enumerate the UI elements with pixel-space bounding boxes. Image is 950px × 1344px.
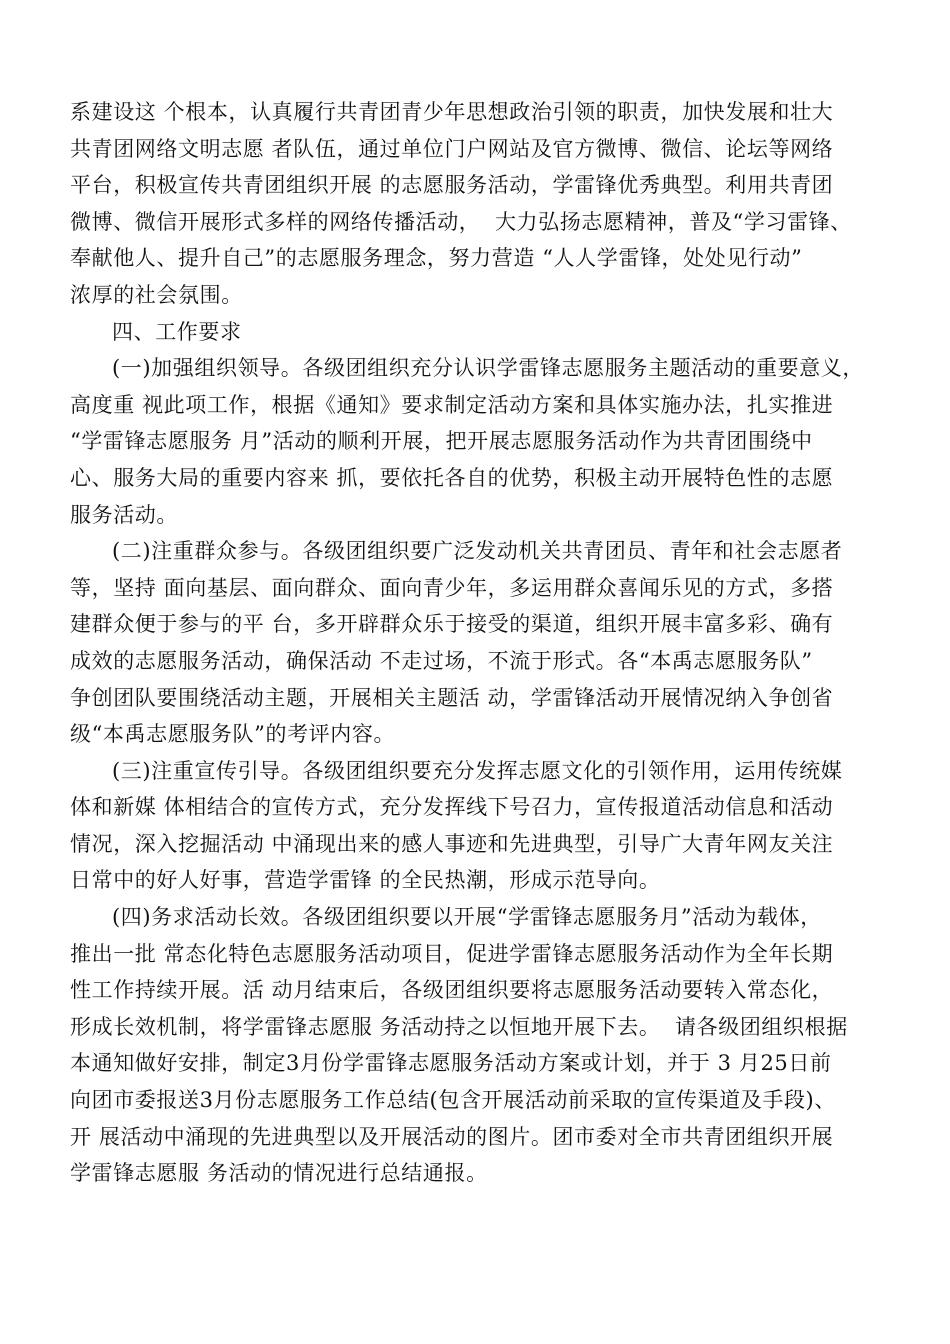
text-line: “学雷锋志愿服务 月”活动的顺利开展，把开展志愿服务活动作为共青团围绕中 <box>70 429 813 454</box>
text-line: 服务活动。 <box>70 502 178 527</box>
text-line: 争创团队要围绕活动主题，开展相关主题活 动，学雷锋活动开展情况纳入争创省 <box>70 685 834 710</box>
text-line: 等，坚持 面向基层、面向群众、面向青少年，多运用群众喜闻乐见的方式，多搭 <box>70 575 834 600</box>
text-line: 体和新媒 体相结合的宣传方式，充分发挥线下号召力，宣传报道活动信息和活动 <box>70 795 834 820</box>
text-line: 学雷锋志愿服 务活动的情况进行总结通报。 <box>70 1161 488 1186</box>
document-body <box>70 94 890 1192</box>
text-line: 建群众便于参与的平 台，多开辟群众乐于接受的渠道，组织开展丰富多彩、确有 <box>70 612 834 637</box>
text-line: 浓厚的社会氛围。 <box>70 282 243 307</box>
text-line: 系建设这 个根本，认真履行共青团青少年思想政治引领的职责，加快发展和壮大 <box>70 100 834 124</box>
text-line: 微博、微信开展形式多样的网络传播活动， 大力弘扬志愿精神，普及“学习雷锋、 <box>70 209 852 234</box>
text-line: 日常中的好人好事，营造学雷锋 的全民热潮，形成示范导向。 <box>70 868 661 893</box>
text-line: 性工作持续开展。活 动月结束后，各级团组织要将志愿服务活动要转入常态化， <box>70 978 834 1003</box>
text-line: 成效的志愿服务活动，确保活动 不走过场，不流于形式。各“本禹志愿服务队” <box>70 648 813 673</box>
text-line: 推出一批 常态化特色志愿服务活动项目，促进学雷锋志愿服务活动作为全年长期 <box>70 941 834 966</box>
text-line: 高度重 视此项工作，根据《通知》要求制定活动方案和具体实施办法，扎实推进 <box>70 392 834 417</box>
section-heading: 四、工作要求 <box>112 319 242 344</box>
paragraph-start: (四)务求活动长效。各级团组织要以开展“学雷锋志愿服务月”活动为载体， <box>112 905 822 930</box>
text-line: 向团市委报送3月份志愿服务工作总结(包含开展活动前采取的宣传渠道及手段)、 <box>70 1088 836 1113</box>
text-line: 形成长效机制，将学雷锋志愿服 务活动持之以恒地开展下去。 请各级团组织根据 <box>70 1014 848 1039</box>
text-line: 奉献他人、提升自己”的志愿服务理念，努力营造 “人人学雷锋，处处见行动” <box>70 246 803 271</box>
paragraph-start: (一)加强组织领导。各级团组织充分认识学雷锋志愿服务主题活动的重要意义， <box>112 356 864 381</box>
paragraph-start: (二)注重群众参与。各级团组织要广泛发动机关共青团员、青年和社会志愿者 <box>112 539 843 564</box>
text-line: 本通知做好安排，制定3月份学雷锋志愿服务活动方案或计划，并于 3 月25日前 <box>70 1051 832 1076</box>
text-line: 共青团网络文明志愿 者队伍，通过单位门户网站及官方微博、微信、论坛等网络 <box>70 136 834 161</box>
paragraph-start: (三)注重宣传引导。各级团组织要充分发挥志愿文化的引领作用，运用传统媒 <box>112 758 843 783</box>
text-line: 情况，深入挖掘活动 中涌现出来的感人事迹和先进典型，引导广大青年网友关注 <box>70 831 834 856</box>
text-line: 级“本禹志愿服务队”的考评内容。 <box>70 722 396 747</box>
text-line: 开 展活动中涌现的先进典型以及开展活动的图片。团市委对全市共青团组织开展 <box>70 1124 834 1149</box>
text-line: 心、服务大局的重要内容来 抓，要依托各自的优势，积极主动开展特色性的志愿 <box>70 465 834 490</box>
text-line: 平台，积极宣传共青团组织开展 的志愿服务活动，学雷锋优秀典型。利用共青团 <box>70 173 834 198</box>
